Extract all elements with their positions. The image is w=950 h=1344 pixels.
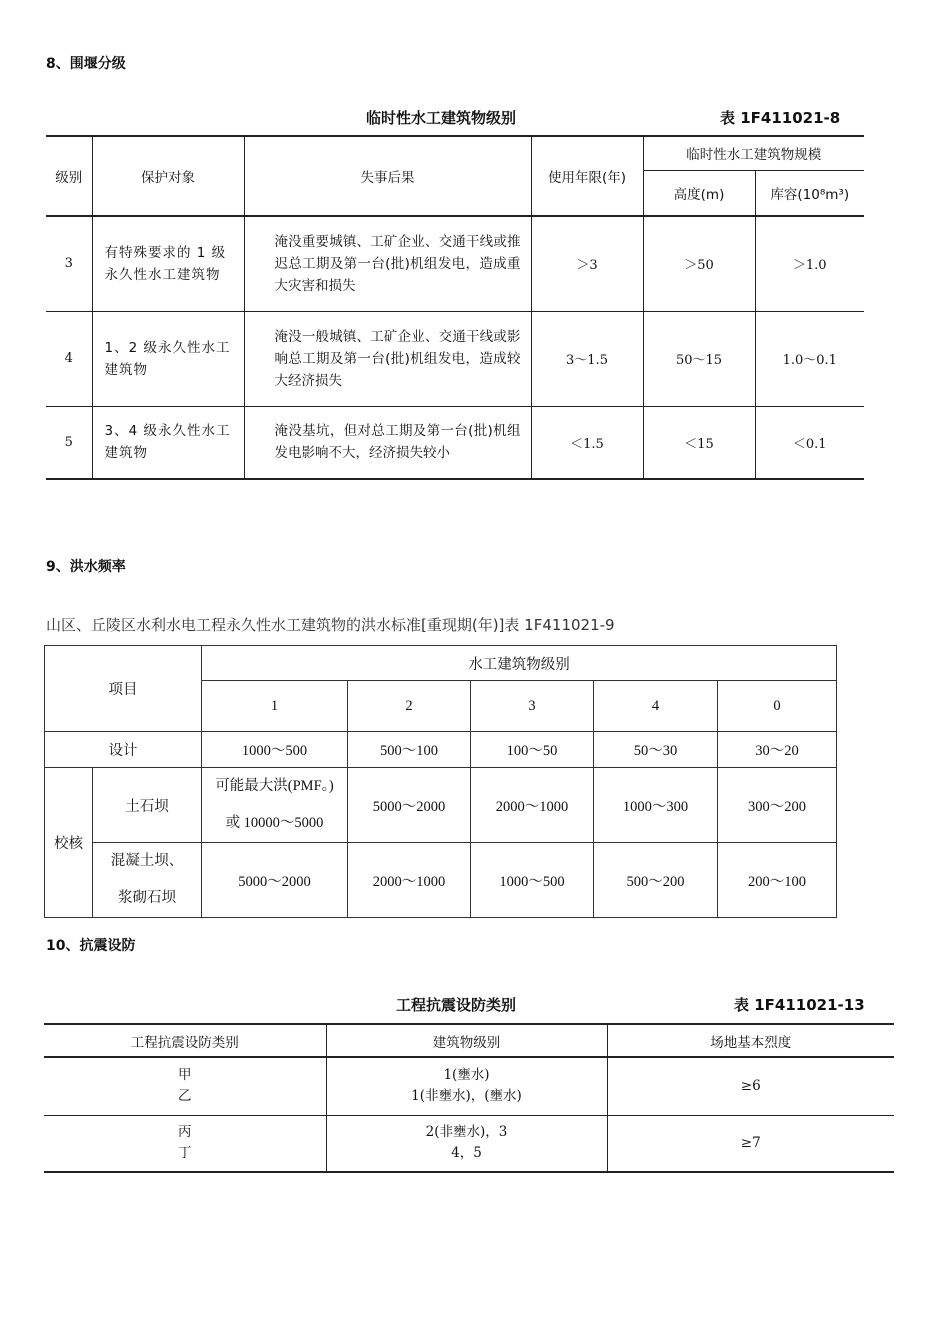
category-cell xyxy=(44,1115,326,1172)
section-9-heading: 9、洪水频率 xyxy=(46,559,126,575)
seismic-category-table xyxy=(44,1023,894,1173)
row-level: 3 xyxy=(46,216,92,311)
concrete-dam-value: 5000～2000 xyxy=(202,843,348,918)
concrete-dam-label-line2: 浆砌石坝 xyxy=(118,890,176,906)
earth-dam-level1-line1: 可能最大洪(PMF。) xyxy=(215,778,334,794)
design-value: 50～30 xyxy=(594,732,718,768)
row-level: 4 xyxy=(46,311,92,406)
row-capacity: ＞1.0 xyxy=(755,216,864,311)
level-cell xyxy=(326,1115,607,1172)
concrete-dam-value: 500～200 xyxy=(594,843,718,918)
table-row xyxy=(46,406,864,479)
section-8-heading: 8、围堰分级 xyxy=(46,56,126,72)
row-consequence: 淹没基坑，但对总工期及第一台(批)机组发电影响不大，经济损失较小 xyxy=(244,406,531,479)
header-protected-object: 保护对象 xyxy=(92,136,244,216)
concrete-dam-label-line1: 混凝土坝、 xyxy=(110,853,184,869)
row-years: ＞3 xyxy=(531,216,643,311)
earth-dam-label: 土石坝 xyxy=(93,768,202,843)
header-scale: 临时性水工建筑物规模 xyxy=(643,136,864,170)
row-height: 50～15 xyxy=(643,311,755,406)
row-consequence: 淹没重要城镇、工矿企业、交通干线或推迟总工期及第一台(批)机组发电，造成重大灾害和损失 xyxy=(244,216,531,311)
section-10-heading: 10、抗震设防 xyxy=(46,938,136,954)
row-object: 有特殊要求的 1 级永久性水工建筑物 xyxy=(92,216,244,311)
table-10-number: 表 1F411021-13 xyxy=(734,996,865,1014)
table-row xyxy=(44,1115,894,1172)
earth-dam-value: 5000～2000 xyxy=(348,768,471,843)
category-1: 甲 xyxy=(178,1067,192,1084)
check-label: 校核 xyxy=(45,768,93,918)
category-1: 丙 xyxy=(178,1124,192,1141)
row-height: ＜15 xyxy=(643,406,755,479)
table-8-number: 表 1F411021-8 xyxy=(720,109,841,127)
design-value: 500～100 xyxy=(348,732,471,768)
level-line1: 1(壅水) xyxy=(443,1067,490,1084)
concrete-dam-label xyxy=(93,843,202,918)
earth-dam-value: 2000～1000 xyxy=(471,768,594,843)
table-9-caption: 山区、丘陵区水利水电工程永久性水工建筑物的洪水标准[重现期(年)]表 1F411021-9 xyxy=(46,616,615,634)
level-col: 4 xyxy=(594,681,718,732)
earth-dam-value: 300～200 xyxy=(718,768,837,843)
row-capacity: 1.0～0.1 xyxy=(755,311,864,406)
row-object: 1、2 级永久性水工建筑物 xyxy=(92,311,244,406)
intensity-cell: ≥7 xyxy=(607,1115,894,1172)
earth-dam-level1 xyxy=(202,768,348,843)
design-value: 30～20 xyxy=(718,732,837,768)
header-failure-consequence: 失事后果 xyxy=(244,136,531,216)
row-level: 5 xyxy=(46,406,92,479)
table-row xyxy=(45,732,837,768)
level-col: 2 xyxy=(348,681,471,732)
header-site-intensity: 场地基本烈度 xyxy=(607,1024,894,1057)
header-building-level: 建筑物级别 xyxy=(326,1024,607,1057)
header-capacity: 库容(10⁸m³) xyxy=(755,170,864,216)
header-structure-level: 水工建筑物级别 xyxy=(202,646,837,681)
row-consequence: 淹没一般城镇、工矿企业、交通干线或影响总工期及第一台(批)机组发电，造成较大经济损失 xyxy=(244,311,531,406)
design-label: 设计 xyxy=(45,732,202,768)
table-row xyxy=(46,311,864,406)
level-line2: 4，5 xyxy=(451,1145,482,1162)
concrete-dam-value: 200～100 xyxy=(718,843,837,918)
header-level: 级别 xyxy=(46,136,92,216)
flood-standard-table xyxy=(44,645,837,918)
row-years: ＜1.5 xyxy=(531,406,643,479)
category-2: 丁 xyxy=(178,1145,192,1162)
table-row xyxy=(45,843,837,918)
row-object: 3、4 级永久性水工建筑物 xyxy=(92,406,244,479)
level-line2: 1(非壅水)，(壅水) xyxy=(411,1088,522,1105)
row-height: ＞50 xyxy=(643,216,755,311)
level-col: 3 xyxy=(471,681,594,732)
design-value: 1000～500 xyxy=(202,732,348,768)
table-row xyxy=(46,216,864,311)
earth-dam-value: 1000～300 xyxy=(594,768,718,843)
row-capacity: ＜0.1 xyxy=(755,406,864,479)
temporary-structure-level-table xyxy=(46,135,864,480)
level-col: 1 xyxy=(202,681,348,732)
table-8-title: 临时性水工建筑物级别 xyxy=(366,109,517,127)
table-row xyxy=(44,1057,894,1115)
header-service-years: 使用年限(年) xyxy=(531,136,643,216)
design-value: 100～50 xyxy=(471,732,594,768)
category-2: 乙 xyxy=(178,1088,192,1105)
table-row xyxy=(45,768,837,843)
row-years: 3～1.5 xyxy=(531,311,643,406)
table-10-title: 工程抗震设防类别 xyxy=(396,996,517,1014)
intensity-cell: ≥6 xyxy=(607,1057,894,1115)
concrete-dam-value: 2000～1000 xyxy=(348,843,471,918)
header-item: 项目 xyxy=(45,646,202,732)
level-cell xyxy=(326,1057,607,1115)
header-seismic-category: 工程抗震设防类别 xyxy=(44,1024,326,1057)
earth-dam-level1-line2: 或 10000～5000 xyxy=(225,815,324,831)
level-col: 0 xyxy=(718,681,837,732)
concrete-dam-value: 1000～500 xyxy=(471,843,594,918)
category-cell xyxy=(44,1057,326,1115)
level-line1: 2(非壅水)，3 xyxy=(425,1124,508,1141)
header-height: 高度(m) xyxy=(643,170,755,216)
